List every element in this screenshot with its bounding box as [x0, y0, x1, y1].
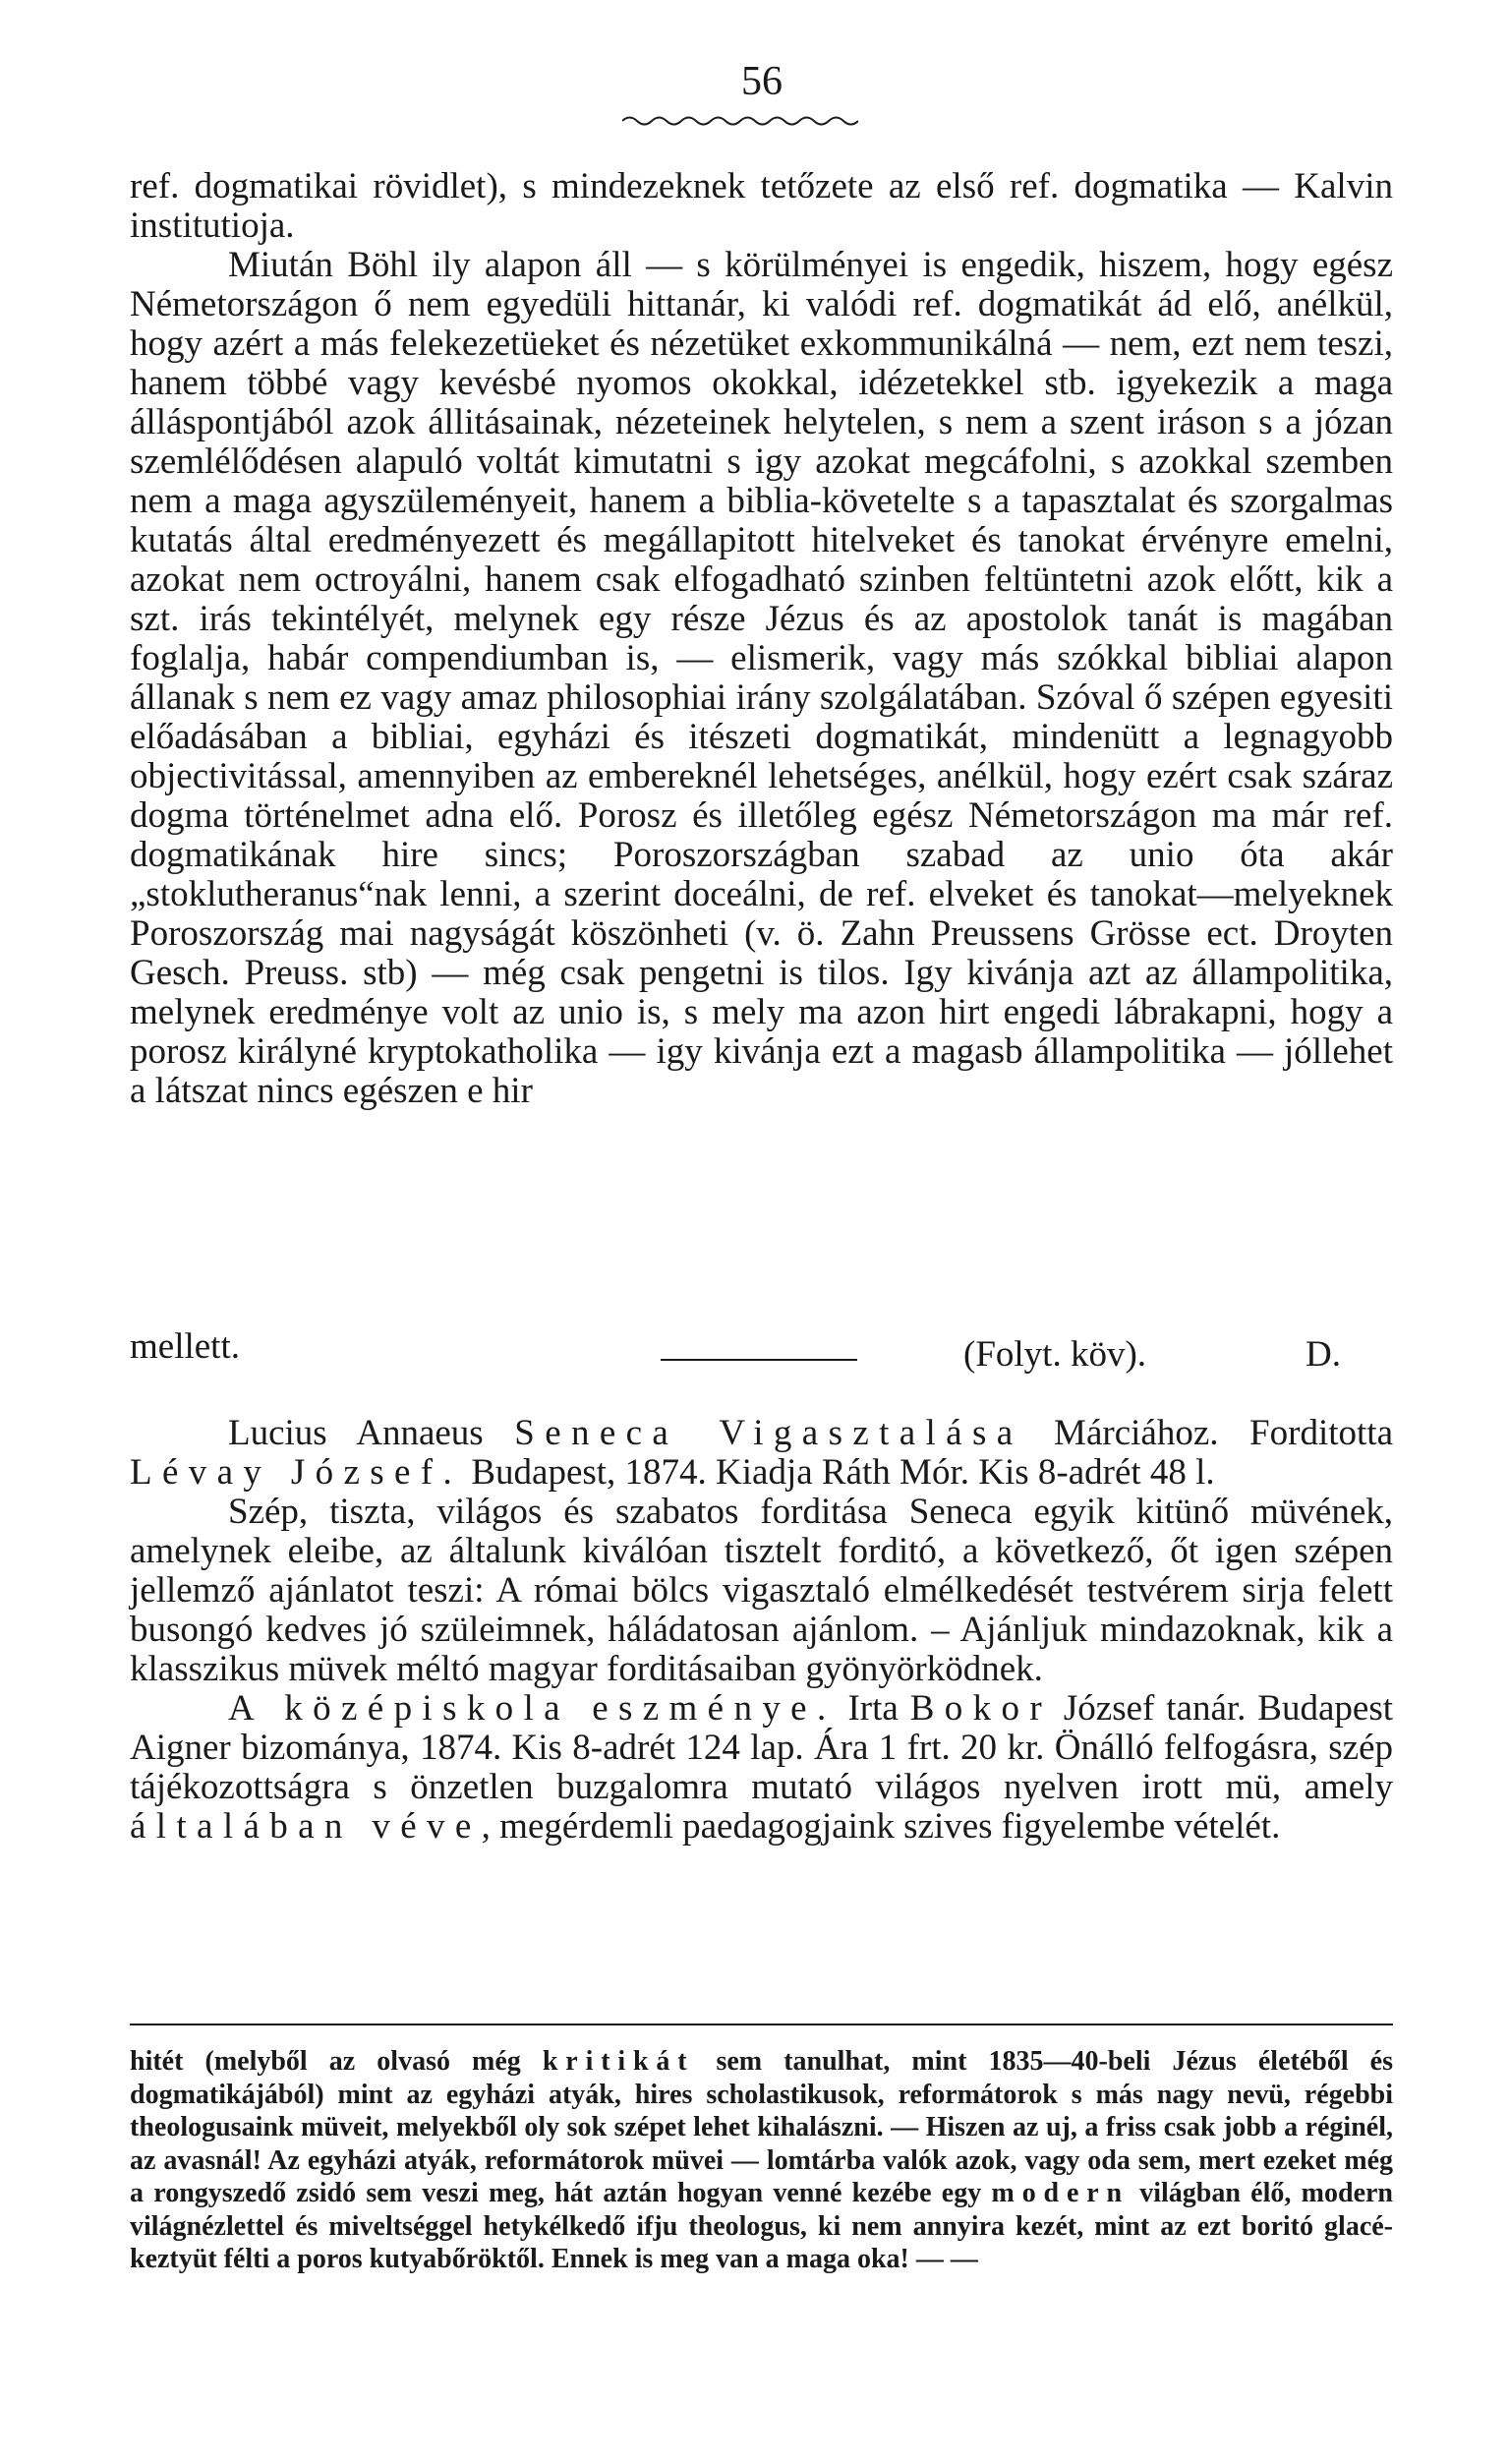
review-title: A középiskola eszménye.	[228, 1688, 837, 1729]
review-emphasis: általában véve	[130, 1806, 482, 1847]
footnote-text: hitét (melyből az olvasó még	[130, 2046, 543, 2077]
page-number: 56	[741, 59, 783, 104]
review-entry	[130, 1414, 1393, 1493]
review-author-rest: József tanár.	[1052, 1688, 1247, 1729]
article-signoff	[130, 1325, 1393, 1375]
review-by: Irta	[836, 1688, 910, 1729]
review-title-prefix: Lucius Annaeus	[228, 1413, 515, 1453]
review-body-end: , megérdemli paedagogjaink szives figyelembe vételét.	[481, 1806, 1281, 1847]
signoff-last-word: mellett.	[130, 1326, 240, 1367]
review-author: Bokor	[909, 1688, 1053, 1729]
wavy-ornament-icon	[622, 114, 858, 128]
footnote	[130, 2045, 1393, 2276]
article-paragraph: Miután Böhl ily alapon áll — s körülményei is engedik, hiszem, hogy egész Németországon ő nem egyedüli hittanár, ki valódi ref. dogmatikát ád elő, anélkül, hogy azért a más felekezetüeket és nézetüket exkommunikálná — nem, ezt nem teszi, hanem többé vagy kevésbé nyomos okokkal, idézetekkel stb. igyekezik a maga álláspontjából azok állitásainak, nézeteinek helytelen, s nem a szent iráson s a józan szemlélődésen alapuló voltát kimutatni s igy azokat megcáfolni, s azokkal szemben nem a maga agyszüleményeit, hanem a biblia-követelte s a tapasztalat és szorgalmas kutatás által eredményezett és megállapitott hitelveket és tanokat érvényre emelni, azokat nem octroyálni, hanem csak elfogadható szinben feltüntetni azok előtt, kik a szt. irás tekintélyét, melynek egy része Jézus és az apostolok tanát is magában foglalja, habár compendiumban is, — elismerik, vagy más szókkal bibliai alapon állanak s nem ez vagy amaz philosophiai irány szolgálatában. Szóval ő szépen egyesiti előadásában a bibliai, egyházi és itészeti dogmatikát, mindenütt a legnagyobb objectivitással, amennyiben az embereknél lehetséges, anélkül, hogy ezért csak száraz dogma történelmet adna elő. Porosz és illetőleg egész Németországon ma már ref. dogmatikának hire sincs; Poroszországban szabad az unio óta akár „stoklutheranus“nak lenni, a szerint doceálni, de ref. elveket és tanokat—melyeknek Poroszország mai nagyságát köszönheti (v. ö. Zahn Preussens Grösse ect. Droyten Gesch. Preuss. stb) — még csak pengetni is tilos. Igy kivánja azt az állampolitika, melynek eredménye volt az unio is, s mely ma azon hirt engedi lábrakapni, hogy a porosz királyné kryptokatholika — igy kivánja ezt a magasb állampolitika — jóllehet a látszat nincs egészen e hir	[130, 245, 1393, 1111]
review-title-rest: Márciához. Forditotta	[1022, 1413, 1393, 1453]
review-translator: Lévay József.	[130, 1452, 463, 1493]
footnote-emphasis: kritikát	[542, 2046, 695, 2077]
footnote-paragraph	[130, 2045, 1393, 2276]
footnote-text: világban élő, modern világnézlettel és miveltséggel hetykélkedő ifju theologus, ki nem annyira kezét, mint az ezt boritó glacé-keztyüt félti a poros kutyabőröktől. Ennek is meg van a maga oka! — —	[130, 2178, 1394, 2274]
review-body: Szép, tiszta, világos és szabatos forditása Seneca egyik kitünő müvének, amelynek eleibe, az általunk kiválóan tisztelt forditó, a következő, őt igen szépen jellemző ajánlatot teszi: A római bölcs vigasztaló elmélkedését testvérem sirja felett busongó kedves jó szüleimnek, háládatosan ajánlom. – Ajánljuk mindazoknak, kik a klasszikus müvek méltó magyar forditásaiban gyönyörködnek.	[130, 1492, 1393, 1689]
review-publication: Budapest Aigner bizománya, 1874. Kis 8-adrét 124 lap. Ára 1 frt. 20 kr.	[130, 1688, 1393, 1768]
review-entry	[130, 1689, 1393, 1847]
footnote-text: sem tanulhat, mint 1835—40-beli Jézus életéből és dogmatikájából) mint az egyházi atyák, hires scholastikusok, reformátorok s más nagy nevü, régebbi theologusaink müveit, melyekből oly sok szépet lehet kihalászni. — Hiszen az uj, a friss csak jobb a réginél, az avasnál! Az egyházi atyák, reformátorok müvei — lomtárba valók azok, vagy oda sem, mert ezeket még a rongyszedő zsidó sem veszi meg, hát aztán hogyan venné kezébe egy	[130, 2046, 1393, 2208]
article-author-initial: D.	[1306, 1334, 1341, 1375]
review-publication: Budapest, 1874. Kiadja Ráth Mór. Kis 8-adrét 48 l.	[462, 1452, 1215, 1493]
review-title: Seneca Vigasztalása	[514, 1413, 1023, 1453]
continued-note: (Folyt. köv).	[963, 1334, 1147, 1375]
article-body	[130, 167, 1393, 1111]
footnote-emphasis: modern	[991, 2178, 1130, 2208]
reviews-section	[130, 1414, 1393, 1847]
article-paragraph: ref. dogmatikai rövidlet), s mindezeknek tetőzete az első ref. dogmatika — Kalvin institutioja.	[130, 166, 1393, 246]
review-body: Önálló felfogásra, szép tájékozottságra s önzetlen buzgalomra mutató világos nyelven irott mü, amely	[130, 1728, 1393, 1807]
footnote-divider	[130, 2024, 1393, 2025]
signoff-rule	[661, 1359, 857, 1361]
